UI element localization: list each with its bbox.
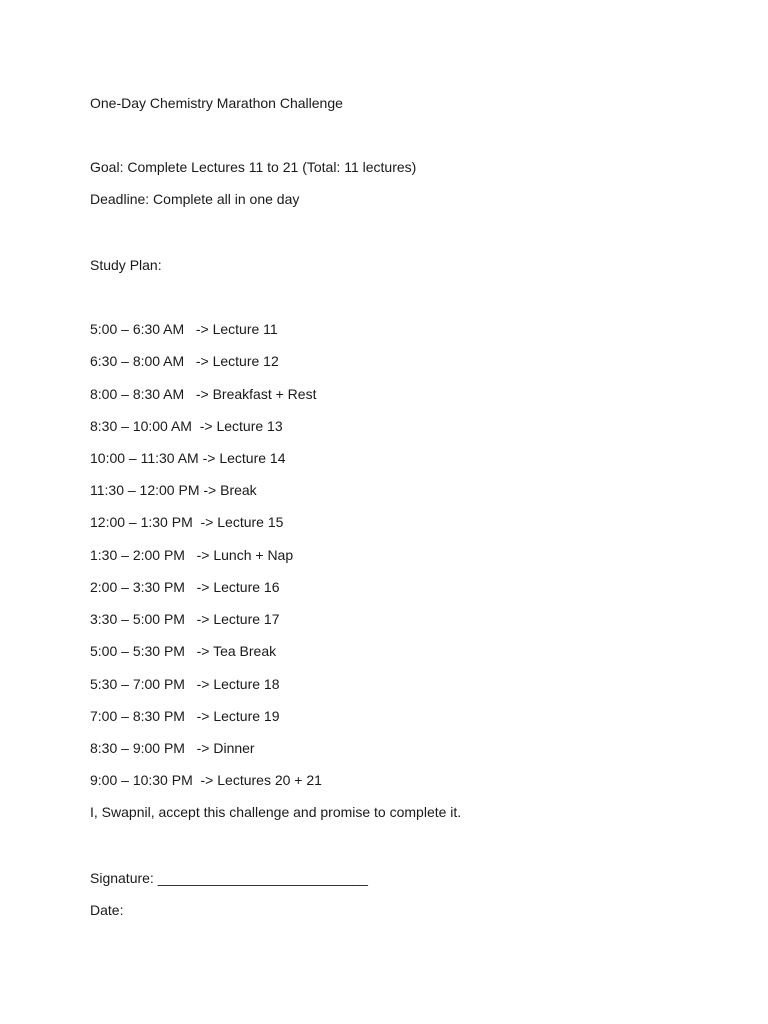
schedule-item: 12:00 – 1:30 PM -> Lecture 15 xyxy=(90,514,284,530)
deadline-text: Deadline: Complete all in one day xyxy=(90,191,300,207)
schedule-item: 1:30 – 2:00 PM -> Lunch + Nap xyxy=(90,547,294,563)
schedule-item: 3:30 – 5:00 PM -> Lecture 17 xyxy=(90,611,280,627)
goal-text: Goal: Complete Lectures 11 to 21 (Total: 11 lectures) xyxy=(90,159,417,175)
study-plan-heading: Study Plan: xyxy=(90,257,162,273)
date-label: Date: xyxy=(90,902,124,918)
pledge-text: I, Swapnil, accept this challenge and promise to complete it. xyxy=(90,804,462,820)
document-title: One-Day Chemistry Marathon Challenge xyxy=(90,95,343,111)
schedule-item: 6:30 – 8:00 AM -> Lecture 12 xyxy=(90,353,279,369)
schedule-item: 5:00 – 5:30 PM -> Tea Break xyxy=(90,643,277,659)
schedule-item: 9:00 – 10:30 PM -> Lectures 20 + 21 xyxy=(90,772,322,788)
schedule-item: 2:00 – 3:30 PM -> Lecture 16 xyxy=(90,579,280,595)
schedule-item: 10:00 – 11:30 AM -> Lecture 14 xyxy=(90,450,286,466)
schedule-item: 5:00 – 6:30 AM -> Lecture 11 xyxy=(90,321,278,337)
schedule-item: 8:30 – 10:00 AM -> Lecture 13 xyxy=(90,418,283,434)
schedule-item: 7:00 – 8:30 PM -> Lecture 19 xyxy=(90,708,280,724)
schedule-item: 5:30 – 7:00 PM -> Lecture 18 xyxy=(90,676,280,692)
signature-line: Signature: ___________________________ xyxy=(90,870,368,886)
schedule-item: 8:00 – 8:30 AM -> Breakfast + Rest xyxy=(90,386,317,402)
schedule-item: 11:30 – 12:00 PM -> Break xyxy=(90,482,257,498)
schedule-item: 8:30 – 9:00 PM -> Dinner xyxy=(90,740,255,756)
